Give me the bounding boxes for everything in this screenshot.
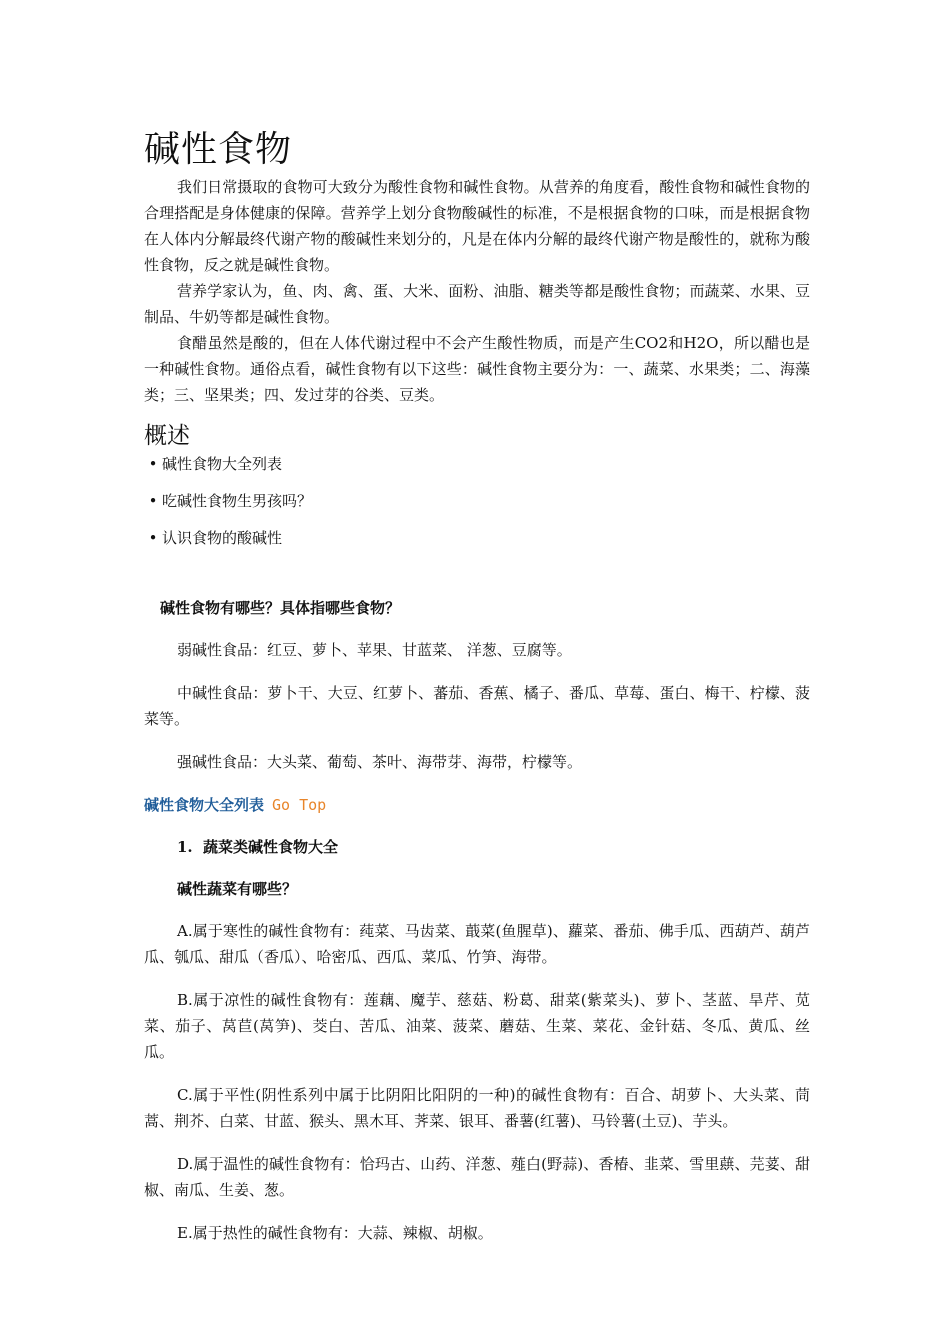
intro-paragraph: 食醋虽然是酸的，但在人体代谢过程中不会产生酸性物质，而是产生CO2和H2O，所以醋也是一种碱性食物。通俗点看，碱性食物有以下这些：碱性食物主要分为：一、蔬菜、水果类；二、海藻类；三、坚果类；四、发过芽的谷类、豆类。	[144, 334, 810, 404]
intro-section	[144, 174, 810, 408]
paragraph: D.属于温性的碱性食物有：恰玛古、山药、洋葱、薤白(野蒜)、香椿、韭菜、雪里蕻、芫荽、甜椒、南瓜、生姜、葱。	[144, 1155, 810, 1199]
paragraph: 强碱性食品：大头菜、葡萄、茶叶、海带芽、海带，柠檬等。	[177, 753, 583, 771]
paragraph: A.属于寒性的碱性食物有：莼菜、马齿菜、蕺菜(鱼腥草)、蘿菜、番茄、佛手瓜、西葫芦、葫芦瓜、瓠瓜、甜瓜（香瓜）、哈密瓜、西瓜、菜瓜、竹笋、海带。	[144, 922, 810, 966]
paragraph: B.属于凉性的碱性食物有：莲藕、魔芋、慈菇、粉葛、甜菜(紫菜头)、萝卜、茎蓝、旱芹、苋菜、茄子、莴苣(莴笋)、茭白、苦瓜、油菜、菠菜、蘑菇、生菜、菜花、金针菇、冬瓜、黄瓜、丝瓜。	[144, 991, 810, 1061]
bullet-icon: •	[148, 455, 158, 473]
paragraph: 中碱性食品：萝卜干、大豆、红萝卜、蕃茄、香蕉、橘子、番瓜、草莓、蛋白、梅干、柠檬、菠菜等。	[144, 684, 810, 728]
subsection-question: 碱性蔬菜有哪些？	[177, 880, 298, 898]
subsection-title: 蔬菜类碱性食物大全	[203, 838, 339, 856]
list-item	[144, 452, 810, 476]
subsection-heading	[177, 835, 810, 859]
toc-link[interactable]: 吃碱性食物生男孩吗？	[162, 492, 313, 510]
section-anchor	[144, 793, 810, 817]
toc-link[interactable]: 认识食物的酸碱性	[162, 529, 283, 547]
question-heading: 碱性食物有哪些？具体指哪些食物？	[160, 599, 401, 617]
article	[144, 126, 810, 1246]
list-item	[144, 489, 810, 513]
section-heading: 碱性食物大全列表	[144, 796, 265, 814]
bullet-icon: •	[148, 529, 158, 547]
overview-list	[144, 452, 810, 550]
toc-link[interactable]: 碱性食物大全列表	[162, 455, 283, 473]
list-item	[144, 526, 810, 550]
vegetable-section	[144, 918, 810, 1246]
go-top-link[interactable]: Go Top	[272, 796, 327, 814]
bullet-icon: •	[148, 492, 158, 510]
intro-paragraph: 我们日常摄取的食物可大致分为酸性食物和碱性食物。从营养的角度看，酸性食物和碱性食物的合理搭配是身体健康的保障。营养学上划分食物酸碱性的标准，不是根据食物的口味，而是根据食物在人体内分解最终代谢产物的酸碱性来划分的，凡是在体内分解的最终代谢产物是酸性的，就称为酸性食物，反之就是碱性食物。	[144, 178, 810, 274]
subsection-number: 1.	[177, 838, 193, 856]
question-section	[144, 637, 810, 775]
intro-paragraph: 营养学家认为，鱼、肉、禽、蛋、大米、面粉、油脂、糖类等都是酸性食物；而蔬菜、水果、豆制品、牛奶等都是碱性食物。	[144, 282, 810, 326]
paragraph: C.属于平性(阴性系列中属于比阴阳比阳阴的一种)的碱性食物有：百合、胡萝卜、大头菜、茼蒿、荆芥、白菜、甘蓝、猴头、黑木耳、荠菜、银耳、番薯(红薯)、马铃薯(土豆)、芋头。	[144, 1086, 810, 1130]
paragraph: 弱碱性食品：红豆、萝卜、苹果、甘蓝菜、 洋葱、豆腐等。	[177, 641, 572, 659]
paragraph: E.属于热性的碱性食物有：大蒜、辣椒、胡椒。	[177, 1224, 493, 1242]
overview-heading: 概述	[144, 423, 190, 449]
page-title: 碱性食物	[144, 129, 293, 170]
